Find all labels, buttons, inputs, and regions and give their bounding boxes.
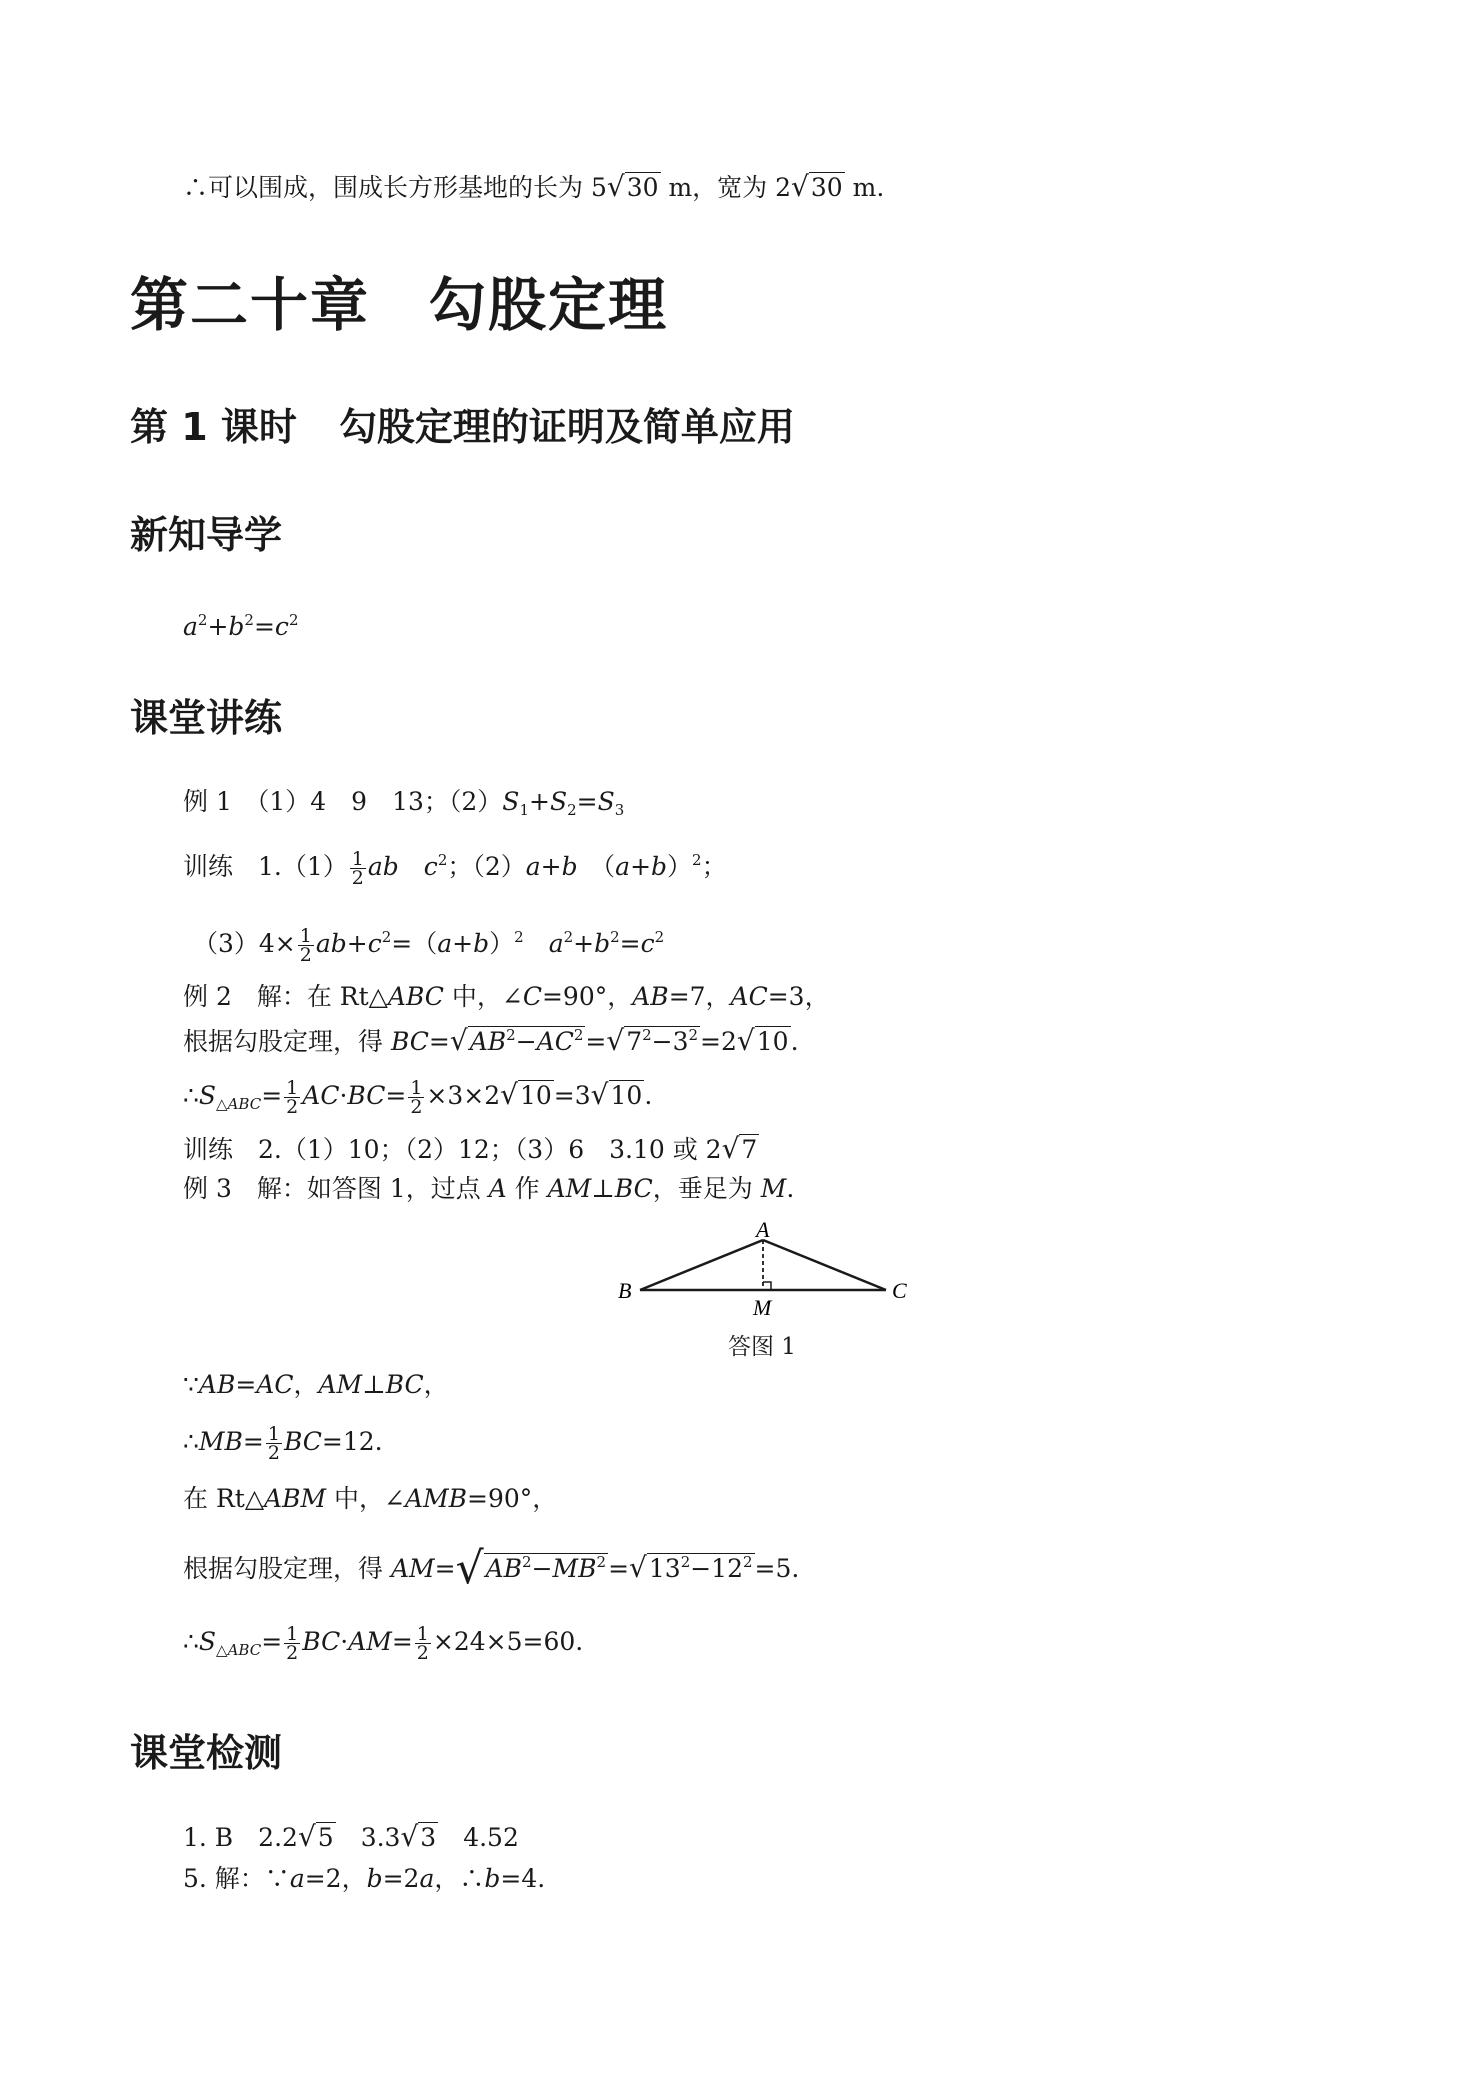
training-1b: （3）4× $\frac{1}{2}$ $ab+c^2=(a+b)^2$ $a^2+b^2=c^2$	[193, 925, 665, 966]
chapter-number: 第二十章	[130, 271, 371, 339]
chapter-title: 勾股定理	[428, 271, 669, 339]
lesson-heading	[130, 396, 795, 451]
training-2: 训练 2.（1）10；（2）12；（3）6 3.10 或 2√7	[183, 1132, 758, 1165]
solution-line-3: 在 Rt△ABM 中，∠AMB=90°，	[183, 1484, 558, 1513]
side-ac	[763, 1240, 886, 1290]
label-c: C	[892, 1278, 907, 1303]
training-1a: 训练 1.（1） $\frac{1}{2}$ ab $c^2$；（2）a+b $(a+b)^2$；	[183, 848, 727, 889]
solution-line-4: 根据勾股定理，得 $AM=√AB^2-MB^2=√13^2-12^2=5$.	[183, 1543, 800, 1594]
label-a: A	[756, 1217, 770, 1242]
top-line: ∴可以围成，围成长方形基地的长为 5√30 m，宽为 2√30 m.	[183, 170, 885, 203]
side-ab	[640, 1240, 763, 1290]
label-m: M	[753, 1295, 772, 1320]
example-1: 例 1 （1）4 9 13；$(2)S_1+S_2=S_3$	[183, 787, 625, 819]
lesson-title: 勾股定理的证明及简单应用	[338, 405, 795, 449]
example-2b: 根据勾股定理，得 $BC=√AB^2-AC^2=√7^2-3^2=2√10$.	[183, 1024, 799, 1057]
example-2c: $\therefore S_{\triangle ABC}=$ $\frac{1}{2}$ AC·BC= $\frac{1}{2}$ ×3×2√10=3√10.	[183, 1077, 653, 1118]
preview-formula: $a^2+b^2=c^2$	[183, 611, 299, 641]
triangle-figure	[610, 1215, 920, 1325]
lesson-number: 第 1 课时	[130, 405, 297, 449]
example-2a: 例 2 解：在 Rt△ABC 中，∠C=90°，AB=7，AC=3，	[183, 982, 830, 1011]
check-line-1: 1. B 2.2√5 3.3√3 4.52	[183, 1820, 519, 1853]
check-line-2: 5. 解：∵a=2，b=2a，∴b=4.	[183, 1864, 546, 1893]
solution-line-5: $\therefore S_{\triangle ABC}=$ $\frac{1}{2}$ BC·AM= $\frac{1}{2}$ ×24×5=60.	[183, 1623, 584, 1664]
section-class-heading: 课堂讲练	[130, 696, 283, 740]
section-check-heading: 课堂检测	[130, 1731, 283, 1775]
figure-caption: 答图 1	[728, 1334, 796, 1360]
solution-line-2: ∴MB= $\frac{1}{2}$ BC=12.	[183, 1423, 383, 1464]
chapter-heading	[130, 258, 668, 342]
solution-line-1: ∵AB=AC，AM⊥BC，	[183, 1370, 449, 1399]
section-preview-heading: 新知导学	[130, 513, 283, 557]
label-b: B	[618, 1278, 632, 1303]
example-3: 例 3 解：如答图 1，过点 A 作 AM⊥BC，垂足为 M.	[183, 1174, 795, 1203]
